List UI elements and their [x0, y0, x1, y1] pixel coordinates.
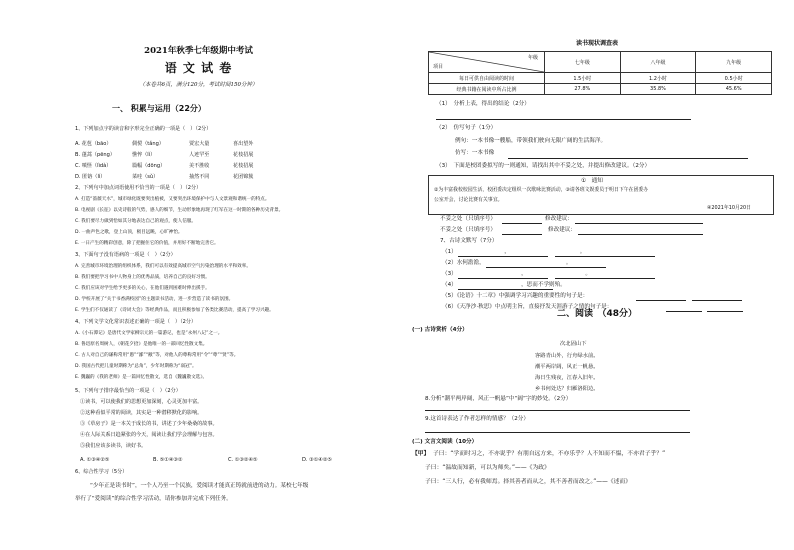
survey-table [428, 51, 772, 95]
q2-option-a: A. 打造“蔷薇天水”，城市绿化既要突出植被，又要突出环境保护中与人文景观和谐统一的特点。 [75, 197, 270, 202]
q1-c-1: C. 嗔怪（lìdà） [75, 163, 112, 169]
q7-line-3: （3） ， 。 [442, 271, 591, 277]
exam-title: 2021年秋季七年级期中考试 [144, 46, 253, 56]
survey-cell: 1.5小时 [545, 73, 621, 84]
survey-cell: 0.5小时 [696, 73, 772, 84]
q1-b-4: 花枝招展 [233, 152, 254, 158]
notice-box [428, 175, 774, 215]
part2-title: 二、阅读 （48分） [556, 309, 638, 319]
q5-choice-b: B. ⑤①④③② [153, 457, 183, 463]
q9: 9.这首诗表达了作者怎样的情感？（2分） [425, 416, 529, 422]
survey-grade-8: 八年级 [620, 52, 696, 73]
task1: （1） 分析上表，得出的结论（2分） [436, 101, 530, 107]
q7-blank[interactable] [636, 300, 686, 301]
q1-a-2: 倜傥（tǎng） [132, 141, 164, 147]
poem-line-2: 潮平两岸阔，风正一帆悬。 [535, 364, 599, 370]
q7-blank[interactable] [458, 289, 553, 290]
task2: （2） 仿写句子（1分） [436, 125, 497, 131]
survey-row [429, 84, 772, 95]
q7-blank[interactable] [555, 278, 655, 279]
q4-stem: 4、下列文学文化常识表述正确的一项是（ ）（2分） [75, 319, 197, 325]
q6-stem: 6、综合性学习（5分） [75, 469, 128, 475]
q5-item-4: ④在人际关系日趋紧张的今天，阅读让我们学会理解与包容。 [80, 432, 218, 438]
q7-line-6: （6）《天净沙·秋思》中点明主旨，直接抒发天涯游子之情的句子是： [442, 304, 613, 310]
q7-stem: 7、古诗文默写（7分） [440, 238, 498, 244]
task2-example: 例句：一本书像一艘船，带领我们驶向无限广阔的生活海洋。 [455, 138, 607, 144]
q6-text-1: “少年正是读书时”，一个人乃至一个民族，爱阅读才能真正铸就前进的动力。某校七年级 [90, 483, 309, 489]
survey-cell: 45.6% [696, 84, 772, 95]
exam-subject: 语 文 试 卷 [164, 61, 233, 75]
fix1-suggest: 修改建议： [545, 216, 573, 222]
fix1-label: 不妥之处（只填序号） [440, 216, 496, 222]
q5-choice-d: D. ③①④②⑤ [302, 457, 332, 463]
survey-cell: 1.2小时 [620, 73, 696, 84]
q2-option-e: E. 一日产生的精彩创意，除了把握住它的价值，并用好不断地完善它。 [75, 241, 219, 246]
exam-info: （本卷共6页，满分120分，考试时间150分钟） [139, 82, 258, 88]
classical-section-title: (二) 文言文阅读（10分） [412, 439, 478, 445]
q3-stem: 3、下面句子没有语病的一项是（ ）（2分） [75, 252, 176, 258]
q7-blank[interactable] [486, 267, 606, 268]
fix2-number-line[interactable] [502, 234, 542, 235]
q5-item-3: ③《草房子》是一本关于成长的书，讲述了少年桑桑的故事。 [80, 421, 218, 427]
fix2-suggest: 修改建议： [548, 227, 576, 233]
fix2-label: 不妥之处（只填序号） [440, 227, 496, 233]
answer-line [436, 119, 691, 120]
q1-a-3: 贾宏大量 [189, 141, 210, 147]
notice-body-2: 公室开会，讨论比赛有关事宜。 [434, 197, 503, 203]
q7-blank[interactable] [692, 300, 742, 301]
fix1-number-line[interactable] [502, 223, 542, 224]
q5-item-1: ①读书，可以使我们的思想更加深刻，心灵更加丰富。 [80, 399, 203, 405]
fix2-suggest-line[interactable] [578, 234, 703, 235]
q7-line-5: （5）《论语》十二章》中强调学习兴趣的重要性的句子是： [442, 293, 589, 299]
q1-b-1: B. 蓬蒿（pēng） [75, 152, 115, 158]
survey-row-label: 每日可供自由阅读的时间 [429, 73, 545, 84]
q7-line-2: （2）水何澹澹， 。 [442, 260, 572, 266]
q7-line-4: （4） ，思而不学则殆。 [442, 282, 566, 288]
q1-c-2: 篇幅（dōng） [132, 163, 166, 169]
task2-fill: 仿写：一本书像 [455, 150, 495, 156]
diagonal-line [429, 52, 544, 72]
q7-blank[interactable] [555, 256, 655, 257]
q1-c-4: 花枝招展 [233, 163, 254, 169]
q1-stem: 1、下列加点字的读音和字形完全正确的一项是（ ）（2分） [75, 126, 212, 132]
classical-line-2: 子曰：“温故而知新，可以为师矣。”——《为政》 [425, 465, 550, 471]
q2-stem: 2、下列句中加点词语使用不恰当的一项是（ ）（2分） [75, 185, 202, 191]
classical-line-3: 子曰：“三人行，必有我师焉。择其善者而从之，其不善者而改之。”——《述而》 [425, 479, 631, 485]
classical-line-1: 子曰：“学而时习之，不亦说乎？有朋自远方来，不亦乐乎？人不知而不愠，不亦君子乎？” [433, 451, 666, 457]
q7-line-1: （1） ， 。 [442, 249, 586, 255]
survey-corner-cell [429, 52, 545, 73]
q7-blank[interactable] [458, 256, 548, 257]
survey-cell: 35.8% [620, 84, 696, 95]
part1-title: 一、 积累与运用（22分） [112, 104, 206, 113]
q2-option-d: D. 一曲声色之歌，登上山顶，极目远眺，心旷神怡。 [75, 230, 183, 235]
q4-option-a: A.《小石潭记》是唐代文学家柳宗元的一篇游记，也是“永州八记”之一。 [75, 331, 223, 336]
poem-line-1: 客路青山外，行舟绿水前。 [535, 353, 599, 359]
survey-cell: 27.8% [545, 84, 621, 95]
q4-option-b: B. 鲁迅原名周树人，《朝花夕拾》是他唯一的一部回忆性散文集。 [75, 342, 208, 347]
q3-option-a: A. 完善城市环境治理的组织体系，我们可以有效提高城市空气污染治理的水平和效率。 [75, 264, 251, 269]
q6-text-2: 举行了“爱阅读”的综合性学习活动，请你参加并完成下列任务。 [75, 496, 232, 502]
notice-title: ① 通知 [581, 178, 603, 184]
q5-item-5: ⑤我们应该多读书，读好书。 [80, 443, 147, 449]
survey-caption: 读书现状调查表 [575, 40, 618, 47]
fix1-suggest-line[interactable] [575, 223, 703, 224]
answer-line[interactable] [425, 410, 690, 411]
survey-grade-9: 九年级 [696, 52, 772, 73]
q1-d-1: D. 匿镕（lì） [75, 174, 106, 180]
q3-option-e: E. 学生们不仅通读了《诗词大会》等经典作品，而且积极参加了各类比赛活动，提高了学习兴趣。 [75, 308, 274, 313]
notice-sign: ④2021年10月20日 [707, 205, 751, 211]
poem-section-title: (一) 古诗赏析（4分） [412, 327, 468, 333]
q1-d-4: 花团锦簇 [233, 174, 254, 180]
survey-row [429, 73, 772, 84]
q5-item-2: ②这种看似平常的阅读，其实是一种潜移默化的影响。 [80, 410, 203, 416]
q2-option-c: C. 我们要尽力做到恰如其分地表达自己的观点，使人信服。 [75, 219, 196, 224]
poem-line-4: 乡书何处达？归雁洛阳边。 [535, 386, 599, 392]
answer-line [508, 158, 748, 159]
q5-choice-c: C. ①③②④⑤ [228, 457, 258, 463]
q1-a-1: A. 花苞（bāo） [75, 141, 112, 147]
q5-choice-a: A. ①③④②⑤ [80, 457, 110, 463]
classical-jia-label: 【甲】 [412, 451, 430, 457]
survey-row-label: 经典书籍在阅读中所占比例 [429, 84, 545, 95]
poem-title: 次北固山下 [560, 341, 587, 347]
q4-option-c: C. 古人对自己的谦称常用“愚”“鄙”“敝”等，对他人的尊称常用“令”“尊”“贤”等。 [75, 353, 239, 358]
q4-option-e: E. 魏巍的《我的老师》是一篇回忆性散文，选自《魏巍散文选》。 [75, 375, 208, 380]
survey-header-grade: 年级 [527, 55, 538, 61]
q7-blank[interactable] [458, 278, 548, 279]
task3: （3） 下面是校团委拟写的一则通知，请找出其中不妥之处，并提出修改建议。（2分） [436, 163, 651, 169]
q1-b-2: 憔悴（lì） [132, 152, 156, 158]
q4-option-d: D. 我国古代把儿童时期称为“总角”，少年时期称为“弱冠”。 [75, 364, 197, 369]
q1-d-3: 抽然不同 [189, 174, 210, 180]
q3-option-d: D. 学校开展了“关于书香满校园”的主题读书活动，进一步营造了读书的氛围。 [75, 297, 234, 302]
q1-a-4: 喜出望外 [233, 141, 254, 147]
survey-header-row [429, 52, 772, 73]
notice-body-1: ②为丰富我校校园生活，校团委决定组织一次歌咏比赛活动，③请各班文娱委员于明日下午在团委办 [434, 187, 649, 193]
q3-option-b: B. 我们要把学习书中人物身上的优秀品质，培养自己的良好习惯。 [75, 275, 210, 280]
survey-grade-7: 七年级 [545, 52, 621, 73]
q8: 8.分析“潮平两岸阔，风正一帆悬”中“阔”字的妙处。（2分） [425, 396, 572, 402]
q1-c-3: 美不胜收 [189, 163, 210, 169]
answer-line[interactable] [425, 432, 690, 433]
q2-option-b: B. 电视剧《长征》以史诗般的气势，感人的细节，生动形象地再现了红军在这一时期的各种历史背景。 [75, 208, 284, 213]
q1-b-3: 人迹罕至 [189, 152, 210, 158]
survey-header-item: 项目 [433, 64, 444, 70]
q1-d-2: 菜哇（sǔ） [132, 174, 159, 180]
poem-line-3: 海日生残夜，江春入旧年。 [535, 375, 599, 381]
q3-option-c: C. 我们应该对学生给予更多的关心，在他们遇到困难时伸出援手。 [75, 286, 210, 291]
q5-stem: 5、下列句子排序最恰当的一项是（ ）（2分） [75, 388, 181, 394]
